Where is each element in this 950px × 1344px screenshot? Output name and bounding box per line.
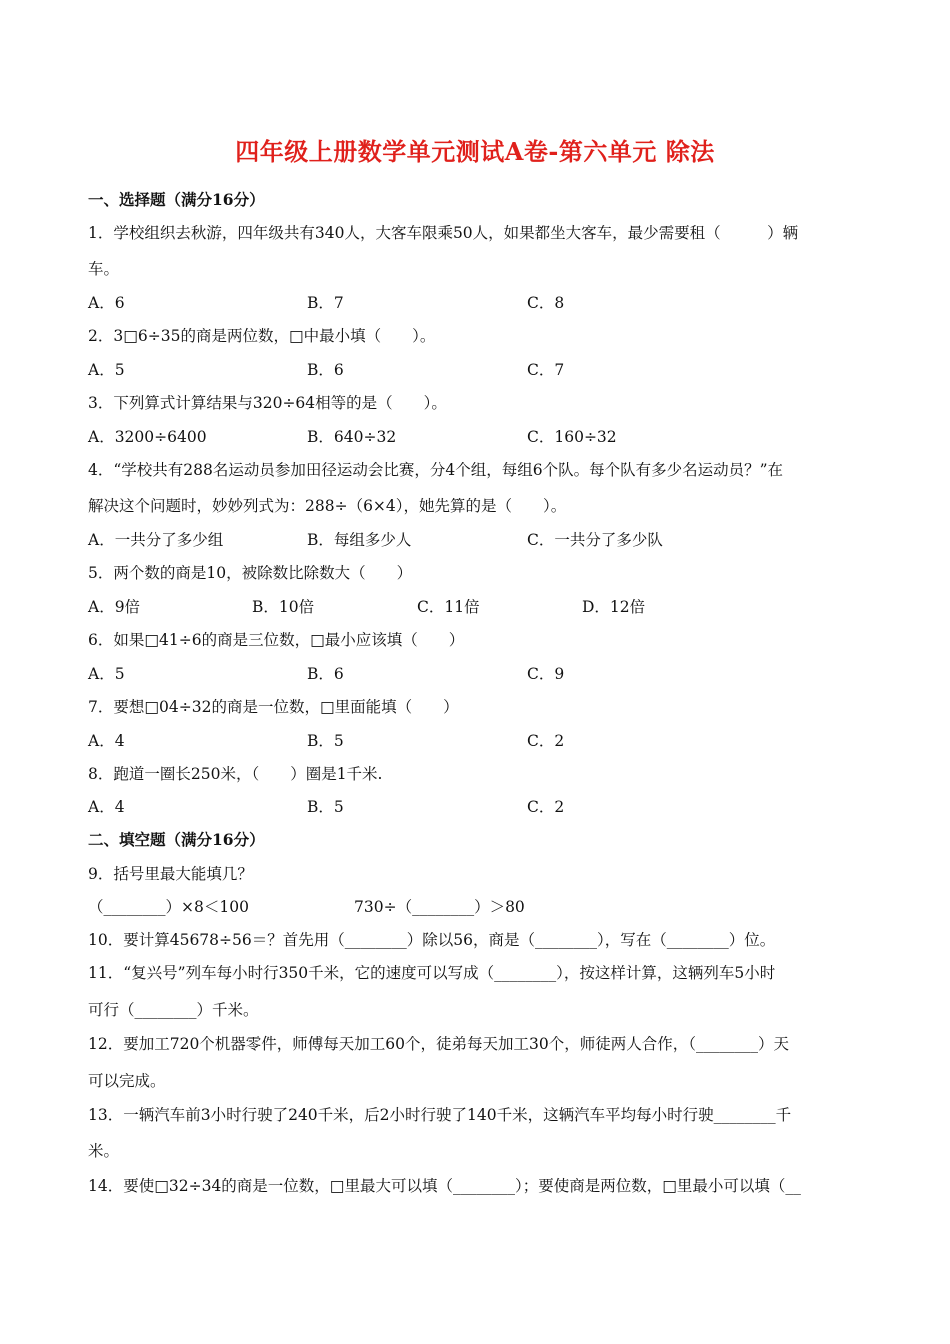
- q8-option-c: C．2: [527, 798, 565, 816]
- question-13-line-1: 13．一辆汽车前3小时行驶了240千米，后2小时行驶了140千米，这辆汽车平均每小时行驶________千: [88, 1106, 792, 1124]
- q1-option-b: B．7: [307, 294, 344, 312]
- question-1-line-2: 车。: [88, 260, 120, 278]
- q6-option-a: A．5: [88, 665, 125, 683]
- question-7: 7．要想□04÷32的商是一位数，□里面能填（ ）: [88, 698, 459, 716]
- question-10: 10．要计算45678÷56＝？首先用（________）除以56，商是（________），写在（________）位。: [88, 931, 776, 949]
- question-5: 5．两个数的商是10，被除数比除数大（ ）: [88, 564, 413, 582]
- q7-option-a: A．4: [88, 732, 125, 750]
- question-11-line-2: 可行（________）千米。: [88, 1001, 259, 1019]
- q5-option-a: A．9倍: [88, 598, 141, 616]
- q4-option-c: C．一共分了多少队: [527, 531, 663, 549]
- q5-option-d: D．12倍: [582, 598, 646, 616]
- q5-option-b: B．10倍: [252, 598, 315, 616]
- q8-option-a: A．4: [88, 798, 125, 816]
- q1-option-c: C．8: [527, 294, 565, 312]
- question-8: 8．跑道一圈长250米，（ ）圈是1千米.: [88, 765, 383, 783]
- q2-option-a: A．5: [88, 361, 125, 379]
- question-14: 14．要使□32÷34的商是一位数，□里最大可以填（________）；要使商是两位数，□里最小可以填（__: [88, 1177, 801, 1195]
- q3-option-b: B．640÷32: [307, 428, 397, 446]
- question-2: 2．3□6÷35的商是两位数，□中最小填（ ）。: [88, 327, 436, 345]
- q7-option-b: B．5: [307, 732, 344, 750]
- question-12-line-2: 可以完成。: [88, 1072, 166, 1090]
- q7-option-c: C．2: [527, 732, 565, 750]
- question-9: 9．括号里最大能填几？: [88, 865, 253, 883]
- q9-part-1: （________）×8＜100: [88, 898, 249, 916]
- q3-option-c: C．160÷32: [527, 428, 617, 446]
- q9-part-2: 730÷（________）＞80: [354, 898, 525, 916]
- question-4-line-2: 解决这个问题时，妙妙列式为：288÷（6×4），她先算的是（ ）。: [88, 497, 567, 515]
- question-4-line-1: 4．“学校共有288名运动员参加田径运动会比赛，分4个组，每组6个队。每个队有多少名运动员？”在: [88, 461, 784, 479]
- page-title: 四年级上册数学单元测试A卷-第六单元 除法: [235, 137, 715, 166]
- q8-option-b: B．5: [307, 798, 344, 816]
- q6-option-c: C．9: [527, 665, 565, 683]
- question-1-line-1: 1．学校组织去秋游，四年级共有340人，大客车限乘50人，如果都坐大客车，最少需要租（ ）辆: [88, 224, 799, 242]
- question-12-line-1: 12．要加工720个机器零件，师傅每天加工60个，徒弟每天加工30个，师徒两人合作，（________）天: [88, 1035, 790, 1053]
- q4-option-a: A．一共分了多少组: [88, 531, 224, 549]
- question-13-line-2: 米。: [88, 1142, 120, 1160]
- question-11-line-1: 11．“复兴号”列车每小时行350千米，它的速度可以写成（________），按这样计算，这辆列车5小时: [88, 964, 776, 982]
- q2-option-b: B．6: [307, 361, 344, 379]
- question-6: 6．如果□41÷6的商是三位数，□最小应该填（ ）: [88, 631, 465, 649]
- q1-option-a: A．6: [88, 294, 125, 312]
- section-heading-choice: 一、选择题（满分16分）: [88, 190, 265, 209]
- q5-option-c: C．11倍: [417, 598, 480, 616]
- question-3: 3．下列算式计算结果与320÷64相等的是（ ）。: [88, 394, 447, 412]
- q4-option-b: B．每组多少人: [307, 531, 412, 549]
- section-heading-fill: 二、填空题（满分16分）: [88, 830, 265, 849]
- q2-option-c: C．7: [527, 361, 565, 379]
- q6-option-b: B．6: [307, 665, 344, 683]
- q3-option-a: A．3200÷6400: [88, 428, 207, 446]
